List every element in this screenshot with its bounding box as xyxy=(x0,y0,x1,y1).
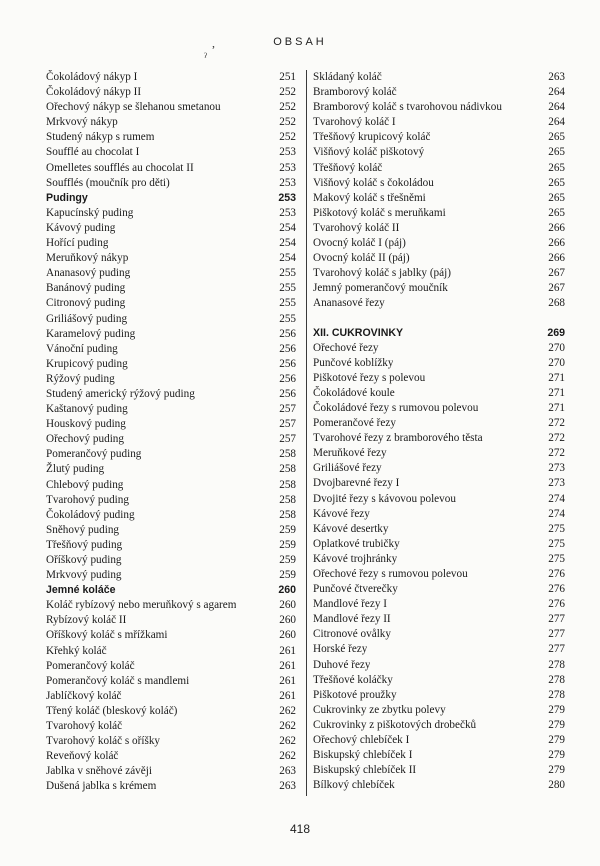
toc-entry-title: Biskupský chlebíček I xyxy=(313,749,413,762)
toc-entry-title: Ořechové řezy xyxy=(313,341,379,354)
toc-entry xyxy=(46,221,302,236)
toc-entry xyxy=(46,100,302,115)
toc-entry-page: 265 xyxy=(548,161,565,174)
toc-entry xyxy=(46,296,302,311)
toc-entry-page: 254 xyxy=(279,221,296,234)
toc-entry-page: 259 xyxy=(279,523,296,536)
toc-entry-title: Tvarohový koláč s jablky (páj) xyxy=(313,267,451,280)
toc-entry xyxy=(46,568,302,583)
toc-entry xyxy=(46,85,302,100)
toc-entry xyxy=(313,281,569,296)
toc-entry xyxy=(46,719,302,734)
toc-entry xyxy=(46,478,302,493)
toc-entry xyxy=(46,251,302,266)
toc-entry-title: Piškotový koláč s meruňkami xyxy=(313,206,446,219)
toc-entry-page: 279 xyxy=(548,764,565,777)
toc-entry xyxy=(313,461,569,476)
toc-entry-title: Meruňkový nákyp xyxy=(46,252,129,265)
toc-entry-title: Studený nákyp s rumem xyxy=(46,131,155,144)
toc-entry xyxy=(313,356,569,371)
toc-entry-title: Třešňový krupicový koláč xyxy=(313,131,431,144)
toc-entry-page: 251 xyxy=(279,71,296,83)
toc-entry xyxy=(46,387,302,402)
toc-entry-page: 252 xyxy=(279,86,296,99)
toc-entry-title: Ořechový nákyp se šlehanou smetanou xyxy=(46,101,221,114)
toc-entry-title: Oříškový puding xyxy=(46,554,122,566)
toc-entry-page: 256 xyxy=(279,342,296,355)
toc-entry-title: Rybízový koláč II xyxy=(46,614,127,627)
toc-section-heading xyxy=(46,191,302,206)
toc-entry xyxy=(46,236,302,251)
toc-entry-page: 278 xyxy=(548,673,565,686)
toc-entry-page: 265 xyxy=(548,206,565,219)
toc-entry xyxy=(46,598,302,613)
toc-entry-title: Kávové desertky xyxy=(313,522,389,535)
toc-entry-title: Griliášové řezy xyxy=(313,462,382,475)
toc-entry-page: 271 xyxy=(548,371,565,384)
toc-entry-page: 278 xyxy=(548,688,565,701)
toc-entry-title: Oříškový koláč s mřížkami xyxy=(46,629,168,642)
toc-entry-title: Mandlové řezy I xyxy=(313,598,387,611)
toc-entry-page: 257 xyxy=(279,418,296,431)
toc-entry xyxy=(46,372,302,387)
toc-entry-title: Koláč rybízový nebo meruňkový s agarem xyxy=(46,599,237,612)
toc-entry-page: 265 xyxy=(548,131,565,144)
toc-entry-page: 263 xyxy=(279,780,296,793)
toc-entry xyxy=(313,703,569,718)
toc-entry-page: 270 xyxy=(548,356,565,369)
page-header-title: OBSAH xyxy=(273,36,327,48)
toc-entry xyxy=(313,416,569,431)
toc-entry xyxy=(313,582,569,597)
toc-entry xyxy=(313,537,569,552)
toc-entry-title: Meruňkové řezy xyxy=(313,447,387,460)
toc-entry xyxy=(313,658,569,673)
toc-entry-page: 276 xyxy=(548,583,565,596)
toc-entry xyxy=(313,266,569,281)
pen-mark: , xyxy=(212,36,215,50)
pen-mark: ˀ xyxy=(204,50,207,64)
toc-entry-page: 252 xyxy=(279,101,296,114)
toc-entry xyxy=(46,176,302,191)
toc-entry xyxy=(313,191,569,206)
toc-entry-title: Jablíčkový koláč xyxy=(46,689,122,702)
toc-entry-page: 261 xyxy=(279,644,296,657)
toc-entry xyxy=(46,689,302,704)
toc-entry-title: Hořící puding xyxy=(46,237,109,250)
toc-entry-title: Krupicový puding xyxy=(46,357,128,370)
toc-entry-title: Jemné koláče xyxy=(46,584,116,597)
toc-entry xyxy=(46,523,302,538)
toc-entry-title: Houskový puding xyxy=(46,418,126,431)
toc-entry xyxy=(313,476,569,491)
toc-entry-title: Tvarohový koláč xyxy=(46,720,123,733)
toc-entry-title: Pomerančový koláč xyxy=(46,659,135,672)
toc-entry-page: 267 xyxy=(548,282,565,295)
toc-entry-title: Čokoládový puding xyxy=(46,508,135,521)
toc-entry-page: 252 xyxy=(279,116,296,129)
toc-entry-title: Piškotové řezy s polevou xyxy=(313,371,426,384)
toc-entry-title: Ananasové řezy xyxy=(313,297,385,310)
toc-entry-title: Dvojité řezy s kávovou polevou xyxy=(313,492,456,505)
toc-entry xyxy=(313,688,569,703)
toc-entry-page: 277 xyxy=(548,613,565,626)
toc-entry xyxy=(313,161,569,176)
toc-entry-page: 260 xyxy=(279,614,296,627)
toc-entry-page: 258 xyxy=(279,508,296,521)
toc-entry xyxy=(46,447,302,462)
toc-entry-page: 272 xyxy=(548,417,565,430)
toc-entry-title: Rýžový puding xyxy=(46,372,115,385)
toc-entry-title: Kávové řezy xyxy=(313,507,370,520)
toc-entry xyxy=(313,386,569,401)
toc-entry-page: 255 xyxy=(279,312,296,325)
toc-entry xyxy=(313,552,569,567)
toc-entry-page: 265 xyxy=(548,146,565,159)
toc-entry-title: Horské řezy xyxy=(313,643,368,656)
toc-entry-title: Višňový koláč s čokoládou xyxy=(313,176,434,189)
toc-entry-title: Jablka v sněhové závěji xyxy=(46,765,152,778)
toc-entry xyxy=(313,130,569,145)
toc-entry-title: Ovocný koláč II (páj) xyxy=(313,252,410,265)
toc-entry-page: 278 xyxy=(548,658,565,671)
toc-entry xyxy=(46,749,302,764)
toc-entry-page: 266 xyxy=(548,237,565,250)
toc-entry-title: Punčové čtverečky xyxy=(313,583,398,596)
toc-entry-title: Kaštanový puding xyxy=(46,403,128,416)
toc-entry-title: Kapucínský puding xyxy=(46,206,134,219)
toc-entry-title: Makový koláč s třešněmi xyxy=(313,191,426,204)
toc-entry-title: Omelletes soufflés au chocolat II xyxy=(46,161,194,174)
toc-entry-title: Žlutý puding xyxy=(46,463,105,476)
toc-entry-title: Pudingy xyxy=(46,191,88,204)
toc-right-group-a xyxy=(313,70,569,312)
toc-entry-title: Čokoládový nákyp I xyxy=(46,71,138,83)
toc-entry-title: Jemný pomerančový moučník xyxy=(313,282,448,295)
toc-entry-page: 260 xyxy=(279,599,296,612)
toc-entry-page: 263 xyxy=(548,71,565,83)
toc-entry-page: 280 xyxy=(548,779,565,792)
toc-entry-page: 272 xyxy=(548,447,565,460)
toc-entry-page: 279 xyxy=(548,749,565,762)
toc-entry xyxy=(313,296,569,311)
toc-entry-page: 262 xyxy=(279,750,296,763)
toc-entry xyxy=(46,613,302,628)
toc-entry-page: 274 xyxy=(548,507,565,520)
toc-entry-title: Mrkvový puding xyxy=(46,569,122,582)
toc-entry-title: Soufflé au chocolat I xyxy=(46,146,140,159)
toc-entry-title: Bramborový koláč xyxy=(313,86,397,99)
toc-entry xyxy=(313,612,569,627)
toc-section-heading xyxy=(313,326,569,341)
toc-entry-title: Oplatkové trubičky xyxy=(313,537,400,550)
toc-entry xyxy=(46,674,302,689)
toc-entry-title: Pomerančové řezy xyxy=(313,417,396,430)
toc-entry-page: 279 xyxy=(548,734,565,747)
toc-entry-page: 252 xyxy=(279,131,296,144)
toc-entry-title: Třešňový koláč xyxy=(313,161,383,174)
toc-entry-title: Ořechový chlebíček I xyxy=(313,734,410,747)
toc-entry xyxy=(46,508,302,523)
toc-entry-title: Piškotové proužky xyxy=(313,688,397,701)
toc-entry xyxy=(313,371,569,386)
toc-entry xyxy=(313,176,569,191)
toc-entry-title: Citronové ovålky xyxy=(313,628,391,641)
toc-entry xyxy=(313,446,569,461)
toc-entry xyxy=(46,432,302,447)
toc-entry-page: 256 xyxy=(279,387,296,400)
toc-entry-page: 259 xyxy=(279,538,296,551)
toc-entry-title: Ananasový puding xyxy=(46,267,131,280)
toc-entry-page: 265 xyxy=(548,176,565,189)
toc-entry-page: 264 xyxy=(548,116,565,129)
toc-entry xyxy=(313,507,569,522)
toc-entry xyxy=(313,431,569,446)
toc-entry-title: XII. CUKROVINKY xyxy=(313,326,404,339)
toc-entry-title: Mandlové řezy II xyxy=(313,613,391,626)
toc-entry-title: Třešňové koláčky xyxy=(313,673,393,686)
toc-entry xyxy=(46,553,302,568)
toc-entry-title: Skládaný koláč xyxy=(313,71,382,83)
toc-entry-page: 258 xyxy=(279,463,296,476)
toc-entry-title: Pomerančový koláč s mandlemi xyxy=(46,674,190,687)
toc-entry-title: Ořechový puding xyxy=(46,433,124,446)
toc-entry-page: 275 xyxy=(548,537,565,550)
section-gap xyxy=(313,312,569,326)
toc-entry-page: 268 xyxy=(548,297,565,310)
toc-entry-title: Tvarohový koláč II xyxy=(313,221,400,234)
toc-entry-page: 273 xyxy=(548,477,565,490)
toc-entry-page: 275 xyxy=(548,552,565,565)
toc-entry-title: Griliášový puding xyxy=(46,312,128,325)
toc-entry-page: 277 xyxy=(548,643,565,656)
toc-entry-page: 266 xyxy=(548,221,565,234)
toc-entry xyxy=(46,327,302,342)
toc-entry-title: Višňový koláč piškotový xyxy=(313,146,425,159)
toc-entry xyxy=(313,718,569,733)
toc-entry-page: 267 xyxy=(548,267,565,280)
toc-entry xyxy=(313,673,569,688)
toc-entry xyxy=(313,597,569,612)
toc-entry-page: 279 xyxy=(548,703,565,716)
toc-entry-page: 259 xyxy=(279,569,296,582)
toc-entry-page: 253 xyxy=(279,206,296,219)
toc-entry-page: 270 xyxy=(548,341,565,354)
toc-entry-page: 255 xyxy=(279,297,296,310)
toc-entry-page: 263 xyxy=(279,765,296,778)
toc-entry-title: Vánoční puding xyxy=(46,342,118,355)
toc-right-column xyxy=(313,70,569,796)
column-divider xyxy=(306,70,307,796)
toc-entry xyxy=(46,402,302,417)
toc-entry-title: Třešňový puding xyxy=(46,538,123,551)
toc-entry xyxy=(46,462,302,477)
toc-entry xyxy=(313,522,569,537)
toc-entry xyxy=(46,659,302,674)
toc-entry-title: Cukrovinky ze zbytku polevy xyxy=(313,703,446,716)
toc-entry-page: 262 xyxy=(279,704,296,717)
toc-entry-page: 273 xyxy=(548,462,565,475)
toc-entry-page: 266 xyxy=(548,252,565,265)
toc-entry-title: Studený americký rýžový puding xyxy=(46,387,195,400)
toc-entry-title: Sněhový puding xyxy=(46,523,120,536)
toc-entry xyxy=(313,567,569,582)
toc-entry-page: 264 xyxy=(548,86,565,99)
toc-entry-title: Tvarohový puding xyxy=(46,493,129,506)
toc-entry xyxy=(46,734,302,749)
toc-entry-title: Bramborový koláč s tvarohovou nádivkou xyxy=(313,101,502,114)
toc-entry-page: 258 xyxy=(279,448,296,461)
toc-entry-title: Citronový puding xyxy=(46,297,126,310)
toc-entry-title: Mrkvový nákyp xyxy=(46,116,118,129)
toc-entry xyxy=(313,642,569,657)
toc-entry-page: 258 xyxy=(279,493,296,506)
toc-entry-title: Tvarohový koláč s oříšky xyxy=(46,735,161,748)
toc-entry-page: 253 xyxy=(278,191,296,204)
toc-entry-title: Dvojbarevné řezy I xyxy=(313,477,400,490)
toc-entry xyxy=(46,779,302,794)
toc-entry-title: Duhové řezy xyxy=(313,658,371,671)
toc-entry-page: 265 xyxy=(548,191,565,204)
toc-entry-page: 262 xyxy=(279,720,296,733)
toc-entry xyxy=(313,341,569,356)
toc-entry-page: 255 xyxy=(279,282,296,295)
toc-entry xyxy=(313,70,569,85)
toc-entry xyxy=(46,161,302,176)
toc-entry-page: 269 xyxy=(547,326,565,339)
toc-entry-page: 257 xyxy=(279,403,296,416)
toc-entry-page: 257 xyxy=(279,433,296,446)
toc-entry-page: 256 xyxy=(279,357,296,370)
toc-entry xyxy=(313,221,569,236)
toc-entry-title: Karamelový puding xyxy=(46,327,136,340)
toc-entry-title: Čokoládové řezy s rumovou polevou xyxy=(313,401,479,414)
toc-entry-title: Ovocný koláč I (páj) xyxy=(313,237,406,250)
toc-entry xyxy=(46,764,302,779)
toc-entry-page: 253 xyxy=(279,161,296,174)
toc-entry-page: 255 xyxy=(279,267,296,280)
toc-entry-title: Tvarohový koláč I xyxy=(313,116,396,129)
toc-entry-title: Tvarohové řezy z bramborového těsta xyxy=(313,432,483,445)
toc-entry xyxy=(46,493,302,508)
toc-entry-page: 277 xyxy=(548,628,565,641)
toc-entry-title: Cukrovinky z piškotových drobečků xyxy=(313,718,477,731)
toc-entry-title: Reveňový koláč xyxy=(46,750,119,763)
toc-entry xyxy=(46,312,302,327)
toc-entry xyxy=(313,100,569,115)
toc-entry xyxy=(46,342,302,357)
toc-entry xyxy=(313,251,569,266)
toc-entry-page: 259 xyxy=(279,554,296,566)
toc-left-column xyxy=(46,70,302,796)
toc-section-heading xyxy=(46,583,302,598)
toc-right-group-b xyxy=(313,326,569,794)
toc-entry-page: 260 xyxy=(279,629,296,642)
toc-entry-title: Čokoládové koule xyxy=(313,386,395,399)
toc-entry xyxy=(313,763,569,778)
toc-entry xyxy=(46,115,302,130)
toc-entry-title: Chlebový puding xyxy=(46,478,124,491)
toc-entry-page: 261 xyxy=(279,689,296,702)
toc-entry xyxy=(46,281,302,296)
toc-entry-title: Biskupský chlebíček II xyxy=(313,764,417,777)
toc-entry-title: Soufflés (moučník pro děti) xyxy=(46,176,170,189)
toc-entry xyxy=(46,130,302,145)
toc-entry-title: Kávové trojhránky xyxy=(313,552,398,565)
toc-entry xyxy=(313,85,569,100)
toc-entry xyxy=(313,236,569,251)
toc-entry xyxy=(313,115,569,130)
toc-entry-page: 254 xyxy=(279,237,296,250)
toc-entry xyxy=(46,628,302,643)
toc-entry xyxy=(46,357,302,372)
toc-entry-page: 262 xyxy=(279,735,296,748)
toc-entry xyxy=(313,401,569,416)
toc-entry-page: 254 xyxy=(279,252,296,265)
toc-entry-page: 253 xyxy=(279,176,296,189)
toc-entry-page: 260 xyxy=(278,584,296,597)
toc-entry-page: 256 xyxy=(279,372,296,385)
toc-entry xyxy=(313,206,569,221)
toc-entry-page: 253 xyxy=(279,146,296,159)
toc-entry xyxy=(313,778,569,793)
toc-entry-title: Ořechové řezy s rumovou polevou xyxy=(313,568,468,580)
toc-entry-title: Křehký koláč xyxy=(46,644,107,657)
toc-entry-page: 264 xyxy=(548,101,565,114)
toc-entry-page: 271 xyxy=(548,401,565,414)
toc-entry-page: 272 xyxy=(548,432,565,445)
toc-entry xyxy=(313,492,569,507)
toc-entry xyxy=(46,206,302,221)
toc-entry-title: Čokoládový nákyp II xyxy=(46,86,142,99)
toc-entry-title: Pomerančový puding xyxy=(46,448,142,461)
toc-entry xyxy=(46,704,302,719)
toc-entry-page: 274 xyxy=(548,492,565,505)
toc-entry-page: 271 xyxy=(548,386,565,399)
toc-entry xyxy=(46,266,302,281)
toc-entry xyxy=(313,145,569,160)
toc-entry xyxy=(46,538,302,553)
toc-entry-title: Banánový puding xyxy=(46,282,126,295)
toc-entry-page: 279 xyxy=(548,718,565,731)
toc-entry-title: Bílkový chlebíček xyxy=(313,779,395,792)
page-number: 418 xyxy=(289,822,311,836)
toc-entry xyxy=(313,627,569,642)
toc-entry xyxy=(46,417,302,432)
toc-entry-title: Kávový puding xyxy=(46,221,116,234)
toc-entry-page: 256 xyxy=(279,327,296,340)
toc-entry xyxy=(46,145,302,160)
toc-entry-page: 261 xyxy=(279,659,296,672)
toc-entry xyxy=(313,748,569,763)
toc-entry-title: Třený koláč (bleskový koláč) xyxy=(46,704,178,717)
toc-entry-page: 276 xyxy=(548,568,565,580)
toc-entry-page: 258 xyxy=(279,478,296,491)
toc-entry xyxy=(46,644,302,659)
toc-entry-title: Dušená jablka s krémem xyxy=(46,780,157,793)
toc-entry-page: 275 xyxy=(548,522,565,535)
toc-entry-page: 276 xyxy=(548,598,565,611)
toc-entry-title: Punčové koblížky xyxy=(313,356,394,369)
toc-entry xyxy=(46,70,302,85)
toc-entry xyxy=(313,733,569,748)
toc-entry-page: 261 xyxy=(279,674,296,687)
